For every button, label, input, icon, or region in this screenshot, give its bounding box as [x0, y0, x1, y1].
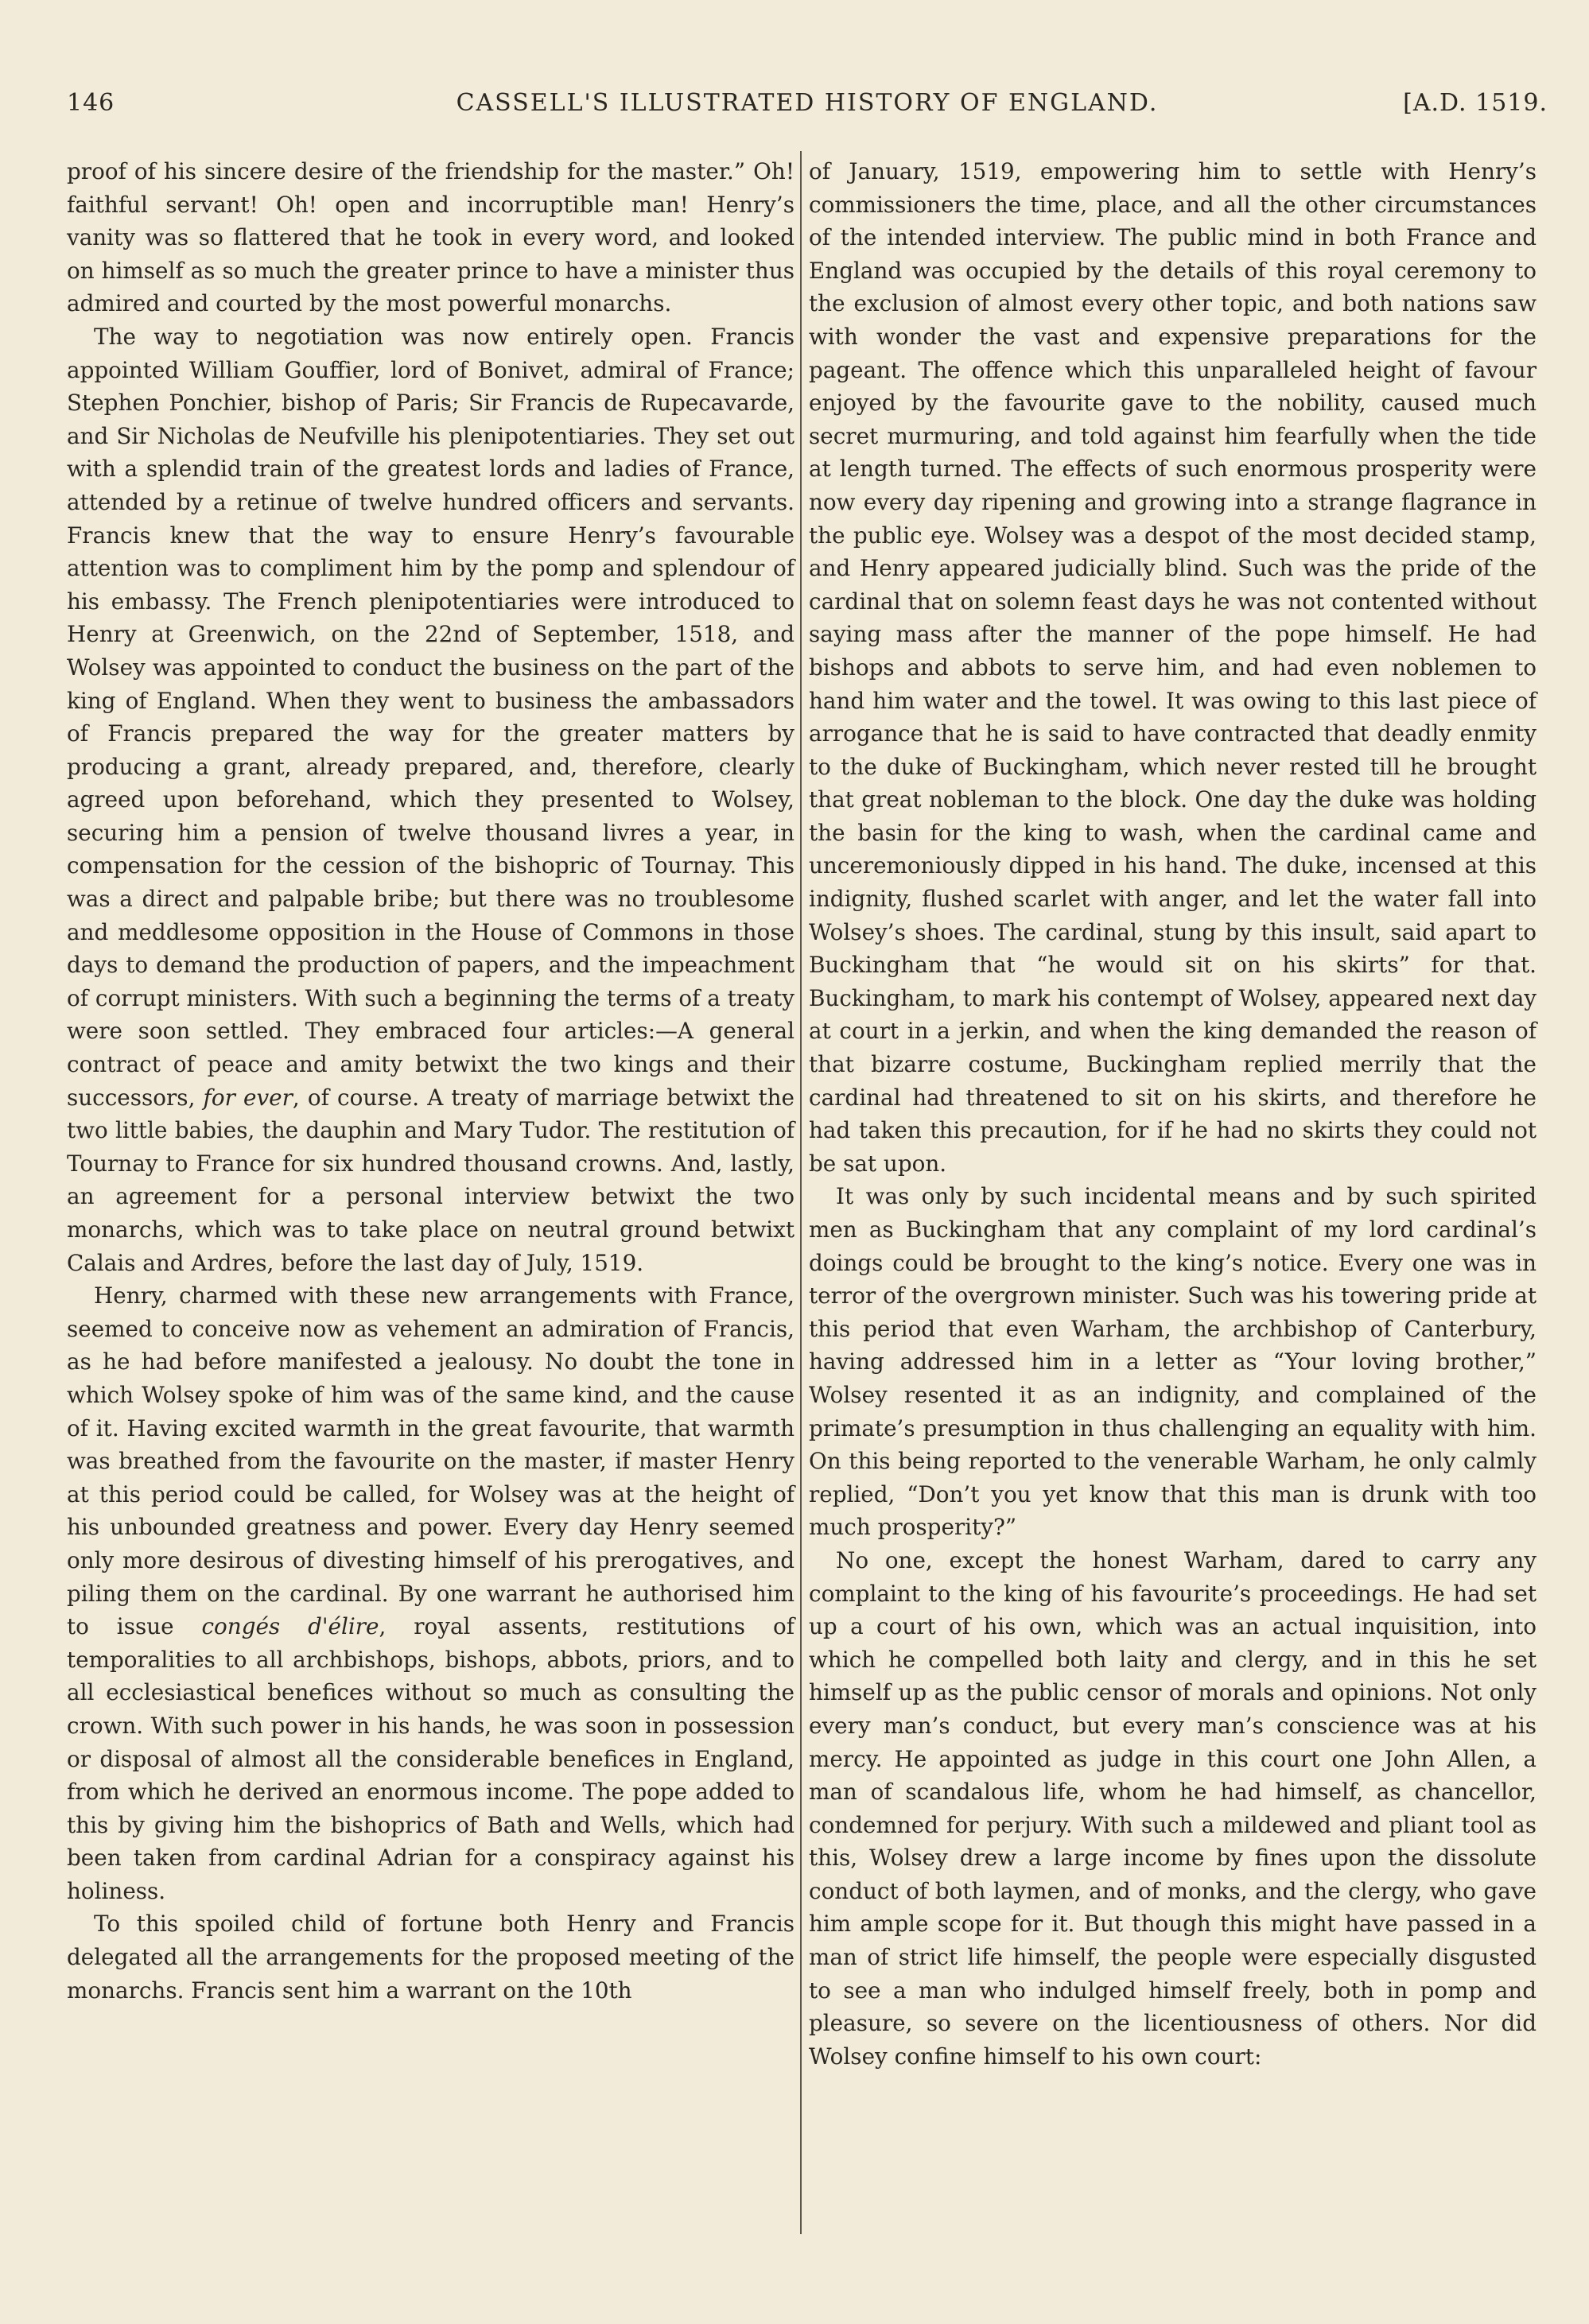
running-title: CASSELL'S ILLUSTRATED HISTORY OF ENGLAND. — [456, 89, 1159, 117]
paragraph — [809, 1544, 1537, 2074]
italic-text: congés d'élire — [201, 1613, 379, 1640]
paragraph-text: To this spoiled child of fortune both Henry and Francis delegated all the arrangements for the proposed meeting of the monarchs. Francis sent him a warrant on the 10th — [67, 1911, 794, 2004]
paragraph — [67, 1279, 794, 1907]
page-number: 146 — [67, 89, 115, 117]
paragraph-text: proof of his sincere desire of the friendship for the master.” Oh! faithful servant! Oh! open and incorruptible man! Henry’s vanity was so flattered that he took in every word, and looked on himself as so much the greater prince to have a minister thus admired and courted by the most powerful monarchs. — [67, 158, 794, 317]
page-header — [67, 89, 1548, 126]
paragraph — [809, 1180, 1537, 1544]
paragraph — [809, 155, 1537, 1180]
paragraph-text: , of course. A treaty of marriage betwixt the two little babies, the dauphin and Mary Tudor. The restitution of Tournay to France for six hundred thousand crowns. And, lastly, an agreement for a personal interview betwixt the two monarchs, which was to take place on neutral ground betwixt Calais and Ardres, before the last day of July, 1519. — [67, 1084, 794, 1276]
paragraph — [67, 1907, 794, 2007]
paragraph-text: of January, 1519, empowering him to settle with Henry’s commissioners the time, place, and all the other circumstances of the intended interview. The public mind in both France and England was occupied by the details of this royal ceremony to the exclusion of almost every other topic, and both nations saw with wonder the vast and expensive preparations for the pageant. The offence which this unparalleled height of favour enjoyed by the favourite gave to the nobility, caused much secret murmuring, and told against him fearfully when the tide at length turned. The effects of such enormous prosperity were now every day ripening and growing into a strange flagrance in the public eye. Wolsey was a despot of the most decided stamp, and Henry appeared judicially blind. Such was the pride of the cardinal that on solemn feast days he was not contented without saying mass after the manner of the pope himself. He had bishops and abbots to serve him, and had even noblemen to hand him water and the towel. It was owing to this last piece of arrogance that he is said to have contracted that deadly enmity to the duke of Buckingham, which never rested till he brought that great nobleman to the block. One day the duke was holding the basin for the king to wash, when the cardinal came and unceremoniously dipped in his hand. The duke, incensed at this indignity, flushed scarlet with anger, and let the water fall into Wolsey’s shoes. The cardinal, stung by this insult, said apart to Buckingham that “he would sit on his skirts” for that. Buckingham, to mark his contempt of Wolsey, appeared next day at court in a jerkin, and when the king demanded the reason of that bizarre costume, Buckingham replied merrily that the cardinal had threatened to sit on his skirts, and therefore he had taken this precaution, for if he had no skirts they could not be sat upon. — [809, 158, 1537, 1177]
italic-text: for ever — [203, 1084, 293, 1111]
paragraph-text: , royal assents, restitutions of temporalities to all archbishops, bishops, abbots, priors, and to all ecclesiastical benefices without so much as consulting the crown. With such power in his hands, he was soon in possession or disposal of almost all the considerable benefices in England, from which he derived an enormous income. The pope added to this by giving him the bishoprics of Bath and Wells, which had been taken from cardinal Adrian for a conspiracy against his holiness. — [67, 1613, 794, 1904]
date-mark: [A.D. 1519. — [1403, 89, 1548, 117]
left-column — [67, 155, 794, 2007]
paragraph — [67, 155, 794, 320]
paragraph-text: The way to negotiation was now entirely open. Francis appointed William Gouffier, lord of Bonivet, admiral of France; Stephen Ponchier, bishop of Paris; Sir Francis de Rupecavarde, and Sir Nicholas de Neufville his plenipotentiaries. They set out with a splendid train of the greatest lords and ladies of France, attended by a retinue of twelve hundred officers and servants. Francis knew that the way to ensure Henry’s favourable attention was to compliment him by the pomp and splendour of his embassy. The French plenipotentiaries were introduced to Henry at Greenwich, on the 22nd of September, 1518, and Wolsey was appointed to conduct the business on the part of the king of England. When they went to business the ambassadors of Francis prepared the way for the greater matters by producing a grant, already prepared, and, therefore, clearly agreed upon beforehand, which they presented to Wolsey, securing him a pension of twelve thousand livres a year, in compensation for the cession of the bishopric of Tournay. This was a direct and palpable bribe; but there was no troublesome and meddlesome opposition in the House of Commons in those days to demand the production of papers, and the impeachment of corrupt ministers. With such a beginning the terms of a treaty were soon settled. They embraced four articles:—A general contract of peace and amity betwixt the two kings and their successors, — [67, 323, 794, 1111]
right-column — [809, 155, 1537, 2073]
paragraph-text: Henry, charmed with these new arrangements with France, seemed to conceive now as vehement an admiration of Francis, as he had before manifested a jealousy. No doubt the tone in which Wolsey spoke of him was of the same kind, and the cause of it. Having excited warmth in the great favourite, that warmth was breathed from the favourite on the master, if master Henry at this period could be called, for Wolsey was at the height of his unbounded greatness and power. Every day Henry seemed only more desirous of divesting himself of his prerogatives, and piling them on the cardinal. By one warrant he authorised him to issue — [67, 1282, 794, 1640]
column-divider — [800, 151, 802, 2234]
paragraph — [67, 320, 794, 1279]
paragraph-text: No one, except the honest Warham, dared to carry any complaint to the king of his favourite’s proceedings. He had set up a court of his own, which was an actual inquisition, into which he compelled both laity and clergy, and in this he set himself up as the public censor of morals and opinions. Not only every man’s conduct, but every man’s conscience was at his mercy. He appointed as judge in this court one John Allen, a man of scandalous life, whom he had himself, as chancellor, condemned for perjury. With such a mildewed and pliant tool as this, Wolsey drew a large income by fines upon the dissolute conduct of both laymen, and of monks, and the clergy, who gave him ample scope for it. But though this might have passed in a man of strict life himself, the people were especially disgusted to see a man who indulged himself freely, both in pomp and pleasure, so severe on the licentiousness of others. Nor did Wolsey confine himself to his own court: — [809, 1546, 1537, 2070]
paragraph-text: It was only by such incidental means and by such spirited men as Buckingham that any complaint of my lord cardinal’s doings could be brought to the king’s notice. Every one was in terror of the overgrown minister. Such was his towering pride at this period that even Warham, the archbishop of Canterbury, having addressed him in a letter as “Your loving brother,” Wolsey resented it as an indignity, and complained of the primate’s presumption in thus challenging an equality with him. On this being reported to the venerable Warham, he only calmly replied, “Don’t you yet know that this man is drunk with too much prosperity?” — [809, 1183, 1537, 1541]
